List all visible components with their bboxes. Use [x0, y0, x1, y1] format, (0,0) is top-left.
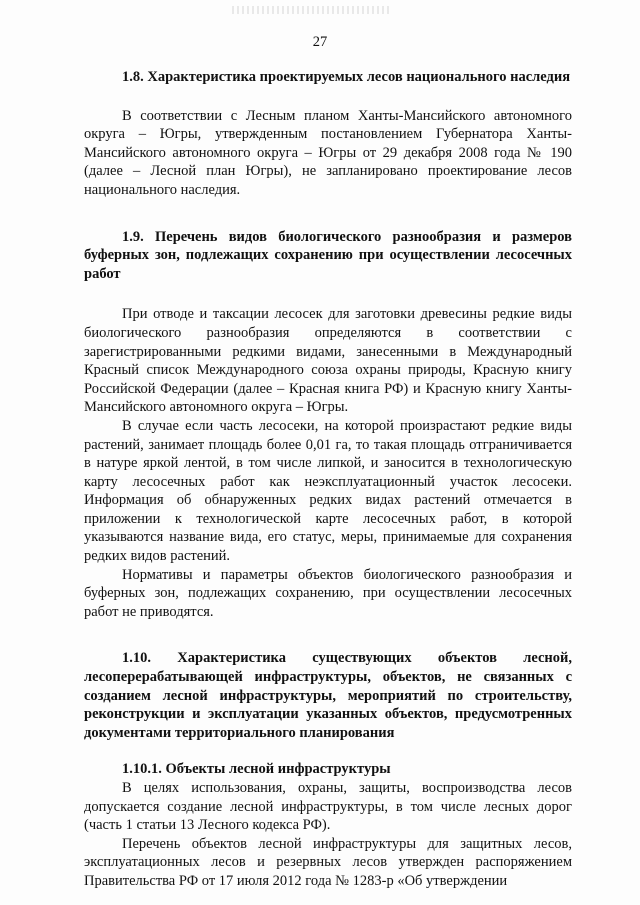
section-heading-1-10: 1.10. Характеристика существующих объектов лесной, лесоперерабатывающей инфраструктуры, объектов, не связанных с созданием лесной инфраструктуры, мероприятий по строительству, реконструкции и эксплуатации указанных объектов, предусмотренных документами территориального планирования [84, 650, 572, 741]
section-heading-1-10-1: 1.10.1. Объекты лесной инфраструктуры [122, 761, 391, 778]
section-1-10-1-paragraph-1: В целях использования, охраны, защиты, воспроизводства лесов допускается создание лесной инфраструктуры, в том числе лесных дорог (часть 1 статьи 13 Лесного кодекса РФ). [84, 780, 572, 834]
page-content [84, 68, 572, 891]
section-1-9-paragraph-2: В случае если часть лесосеки, на которой произрастают редкие виды растений, занимает площадь более 0,01 га, то такая площадь отграничивается в натуре яркой лентой, в том числе липкой, и заносится в технологическую карту лесосечных работ как неэксплуатационный участок лесосеки. Информация об обнаруженных редких видах растений отмечается в приложении к технологической карте лесосечных работ, в которой указываются название вида, его статус, меры, принимаемые для сохранения редких видов растений. [84, 417, 572, 565]
section-heading-1-8: 1.8. Характеристика проектируемых лесов национального наследия [122, 69, 571, 85]
section-1-10-1-paragraph-2: Перечень объектов лесной инфраструктуры для защитных лесов, эксплуатационных лесов и резервных лесов утвержден распоряжением Правительства РФ от 17 июля 2012 года № 1283-р «Об утверждении [84, 835, 572, 889]
page-number: 27 [312, 34, 328, 50]
section-heading-1-9: 1.9. Перечень видов биологического разнообразия и размеров буферных зон, подлежащих сохранению при осуществлении лесосечных работ [84, 228, 572, 282]
section-1-8-paragraph-1: В соответствии с Лесным планом Ханты-Мансийского автономного округа – Югры, утвержденным постановлением Губернатора Ханты-Мансийского автономного округа – Югры от 29 декабря 2008 года № 190 (далее – Лесной план Югры), не запланировано проектирование лесов национального наследия. [84, 107, 572, 198]
section-1-9-paragraph-3: Нормативы и параметры объектов биологического разнообразия и буферных зон, подлежащих сохранению, при осуществлении лесосечных работ не приводятся. [84, 566, 572, 620]
section-1-9-paragraph-1: При отводе и таксации лесосек для заготовки древесины редкие виды биологического разнообразия определяются в соответствии с зарегистрированными редкими видами, занесенными в Международный Красный список Международного союза охраны природы, Красную книгу Российской Федерации (далее – Красная книга РФ) и Красную книгу Ханты-Мансийского автономного округа – Югры. [84, 306, 572, 416]
scan-artifact [232, 6, 392, 14]
